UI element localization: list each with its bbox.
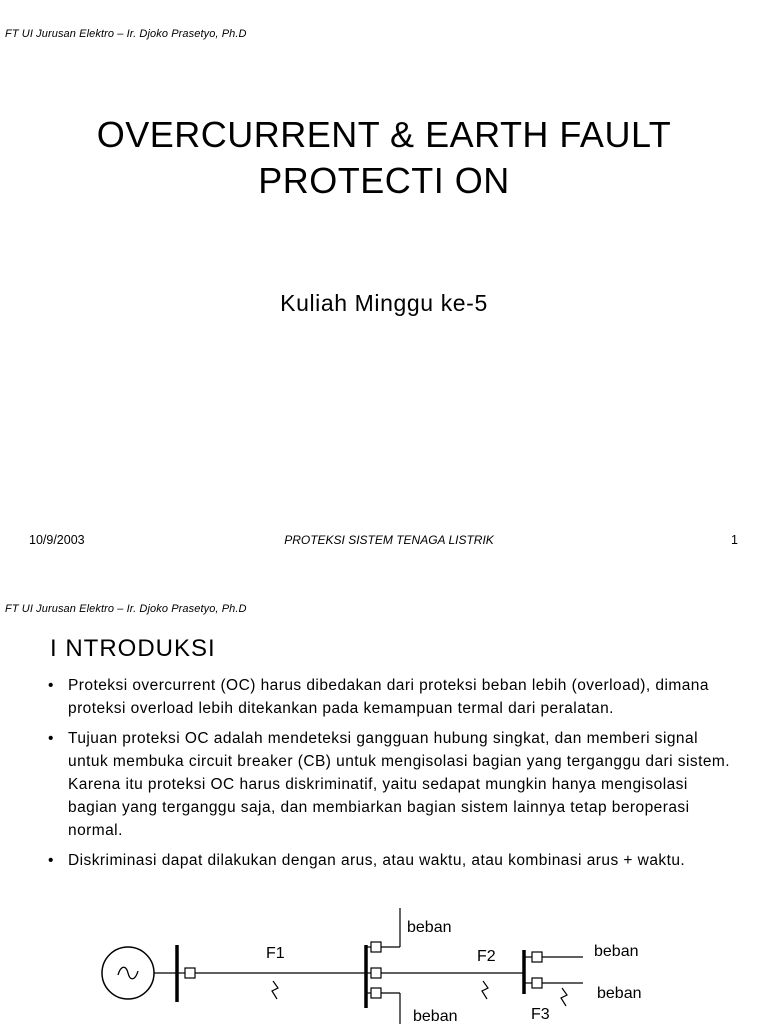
slide-subtitle: Kuliah Minggu ke-5 — [280, 290, 488, 316]
bullet-dot: • — [48, 730, 54, 747]
bullet-item — [48, 849, 738, 872]
bullet-text: Diskriminasi dapat dilakukan dengan arus, atau waktu, atau kombinasi arus + waktu. — [68, 852, 686, 869]
label-f3: F3 — [531, 1006, 550, 1023]
slide-title-line-1: OVERCURRENT & EARTH FAULT — [96, 114, 672, 155]
slide-header: FT UI Jurusan Elektro – Ir. Djoko Prasetyo, Ph.D — [5, 603, 247, 615]
bullet-text: Tujuan proteksi OC adalah mendeteksi gangguan hubung singkat, dan memberi signal untuk membuka circuit breaker (CB) untuk mengisolasi bagian yang terganggu dari sistem. Karena itu proteksi OC harus diskriminatif, yaitu sedapat mungkin hanya mengisolasi bagian yang terganggu saja, dan membiarkan bagian sistem lainnya tetap beroperasi normal. — [68, 730, 731, 839]
slide-title — [0, 112, 768, 204]
section-title: I NTRODUKSI — [50, 635, 216, 662]
bullet-item — [48, 727, 738, 842]
bullet-list — [48, 674, 738, 879]
circuit-breaker-icon — [371, 988, 381, 998]
circuit-breaker-icon — [371, 942, 381, 952]
bullet-item — [48, 674, 738, 720]
label-beban-top: beban — [407, 919, 452, 936]
slide-2 — [0, 575, 768, 1024]
label-f2: F2 — [477, 948, 496, 965]
slide-title-line-2: PROTECTI ON — [258, 160, 510, 201]
circuit-breaker-icon — [371, 968, 381, 978]
bullet-dot: • — [48, 852, 54, 869]
circuit-breaker-icon — [185, 968, 195, 978]
footer-page-number: 1 — [731, 533, 738, 547]
footer-date: 10/9/2003 — [29, 533, 85, 547]
fault-symbol-f3 — [561, 988, 567, 1006]
slide-header: FT UI Jurusan Elektro – Ir. Djoko Prasetyo, Ph.D — [5, 28, 247, 40]
circuit-breaker-icon — [532, 952, 542, 962]
label-f1: F1 — [266, 945, 285, 962]
single-line-diagram — [0, 895, 768, 1024]
label-beban-right-bottom: beban — [597, 985, 642, 1002]
bullet-dot: • — [48, 677, 54, 694]
fault-symbol-f2 — [482, 981, 488, 999]
label-beban-right-top: beban — [594, 943, 639, 960]
footer-center-text: PROTEKSI SISTEM TENAGA LISTRIK — [284, 533, 494, 547]
bullet-text: Proteksi overcurrent (OC) harus dibedakan dari proteksi beban lebih (overload), dimana proteksi overload lebih ditekankan pada kemampuan termal dari peralatan. — [68, 677, 709, 717]
fault-symbol-f1 — [272, 981, 278, 999]
circuit-breaker-icon — [532, 978, 542, 988]
ac-generator-icon — [102, 947, 154, 999]
label-beban-bottom: beban — [413, 1008, 458, 1024]
